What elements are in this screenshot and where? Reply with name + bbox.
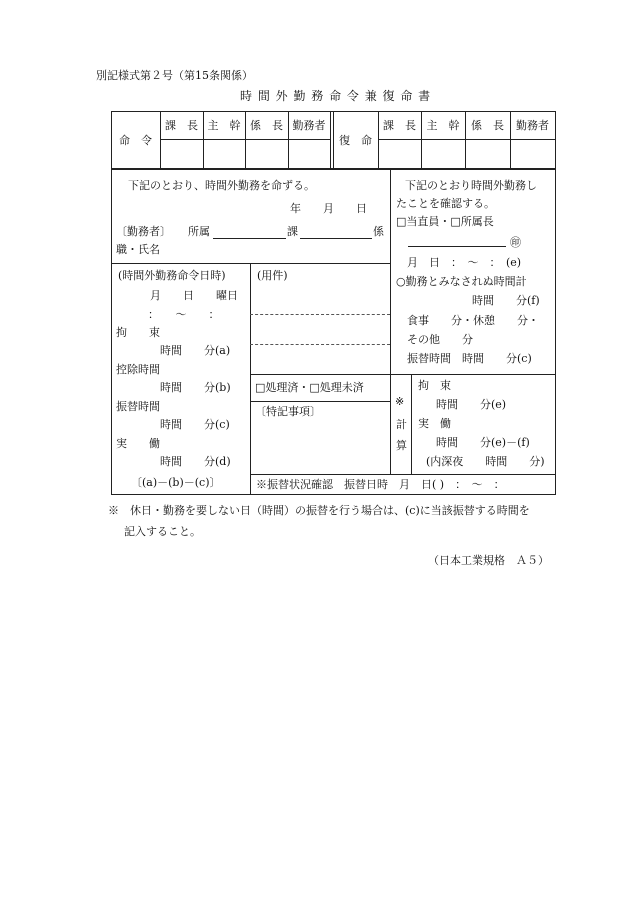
stamp-col-chief: 主 幹 (207, 119, 241, 132)
section-label: 課 (287, 225, 298, 238)
actual-value: 時間 分(d) (160, 455, 231, 468)
footnote-line-1: ※ 休日・勤務を要しない日（時間）の振替を行う場合は、(c)に当該振替する時間を (108, 504, 530, 517)
other-row: その他 分 (407, 333, 473, 346)
special-notes-label: 〔特記事項〕 (255, 405, 321, 418)
form-reference: 別記様式第２号（第15条関係） (96, 69, 253, 82)
restraint-value: 時間 分(a) (160, 344, 231, 357)
schedule-date-row: 月 日 曜日 (150, 289, 238, 302)
footnote-line-2: 記入すること。 (124, 525, 201, 538)
checker-signature-line[interactable] (408, 246, 506, 247)
processing-status[interactable]: □処理済・□処理未済 (255, 381, 364, 394)
stamp-col-worker-2: 勤務者 (516, 119, 549, 132)
section-field[interactable] (300, 238, 372, 239)
calc-restraint-label: 拘 束 (418, 379, 451, 392)
calc-label-1: 計 (396, 418, 407, 431)
calc-label-2: 算 (396, 439, 407, 452)
seal-mark: ㊞ (510, 236, 521, 249)
job-name-label: 職・氏名 (116, 243, 160, 256)
deemed-time-label: ○勤務とみなされぬ時間計 (396, 275, 527, 288)
stamp-col-unit-chief-2: 係 長 (471, 119, 504, 132)
deduction-label: 控除時間 (116, 363, 160, 376)
schedule-heading: (時間外勤務命令日時) (118, 269, 226, 282)
actual-label: 実 働 (116, 437, 160, 450)
order-date: 年 月 日 (290, 202, 367, 215)
worker-label: 〔勤務者〕 (116, 225, 171, 238)
calc-mark: ※ (395, 395, 405, 408)
schedule-time-row: ： ～ ： (148, 308, 220, 321)
confirm-checker[interactable]: □当直員・□所属長 (396, 215, 494, 228)
substitute-label: 振替時間 (116, 400, 160, 413)
calc-restraint-value: 時間 分(e) (436, 398, 507, 411)
substitute-check-row: ※振替状況確認 振替日時 月 日( ) ： ～ ： (256, 478, 505, 491)
form-title: 時 間 外 勤 務 命 令 兼 復 命 書 (240, 89, 432, 103)
dept-field[interactable] (213, 238, 286, 239)
calc-actual-value: 時間 分(e)－(f) (436, 436, 530, 449)
stamp-col-worker: 勤務者 (292, 119, 326, 132)
actual-formula: 〔(a)－(b)－(c)〕 (131, 476, 221, 489)
confirm-time-row: 月 日 ： ～ ： (e) (407, 256, 522, 269)
return-label: 復 命 (339, 134, 372, 147)
calc-late-night: (内深夜 時間 分) (426, 455, 545, 468)
order-label: 命 令 (119, 134, 152, 147)
deduction-value: 時間 分(b) (160, 381, 231, 394)
purpose-heading: (用件) (257, 269, 288, 282)
meal-break-row: 食事 分・休憩 分・ (407, 314, 539, 327)
confirm-text-2: たことを確認する。 (396, 197, 495, 210)
sub-label: 係 (373, 225, 384, 238)
order-text: 下記のとおり、時間外勤務を命ずる。 (128, 179, 315, 192)
confirm-text-1: 下記のとおり時間外勤務し (405, 179, 537, 192)
dept-label: 所属 (188, 225, 210, 238)
calc-actual-label: 実 働 (418, 417, 451, 430)
stamp-col-section-chief-2: 課 長 (383, 119, 416, 132)
stamp-col-chief-2: 主 幹 (426, 119, 460, 132)
restraint-label: 拘 束 (116, 326, 160, 339)
substitute-time-confirm: 振替時間 時間 分(c) (407, 352, 532, 365)
stamp-col-unit-chief: 係 長 (250, 119, 283, 132)
stamp-col-section-chief: 課 長 (165, 119, 198, 132)
standard-note: （日本工業規格 Ａ５） (428, 554, 549, 567)
substitute-value: 時間 分(c) (160, 418, 230, 431)
deemed-time-total: 時間 分(f) (472, 294, 540, 307)
